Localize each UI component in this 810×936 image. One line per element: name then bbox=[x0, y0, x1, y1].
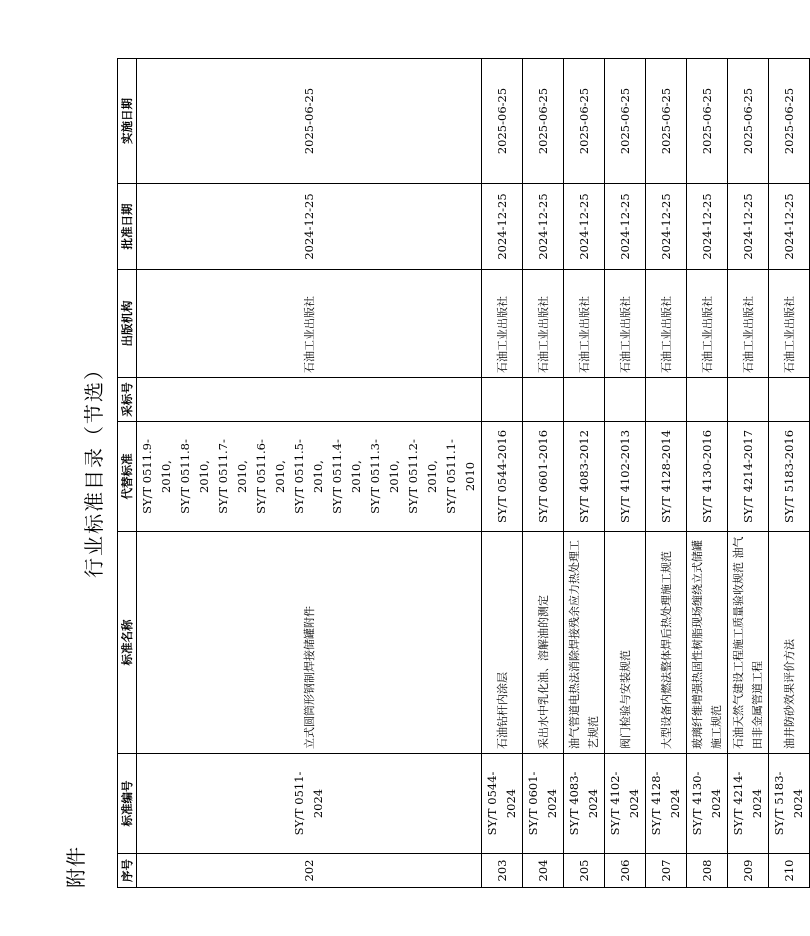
header-effective-date: 实施日期 bbox=[118, 59, 137, 184]
header-publisher: 出版机构 bbox=[118, 270, 137, 378]
header-adopted: 采标号 bbox=[118, 378, 137, 422]
cell-adopted bbox=[564, 378, 605, 422]
attachment-label: 附件 bbox=[64, 846, 88, 888]
replaced-standard: SY/T 0511.8-2010, bbox=[178, 439, 211, 514]
cell-approval-date: 2024-12-25 bbox=[137, 184, 482, 270]
cell-replaces bbox=[646, 422, 687, 532]
cell-publisher: 石油工业出版社 bbox=[728, 270, 769, 378]
replaced-standard: SY/T 4128-2014 bbox=[658, 429, 673, 524]
cell-adopted bbox=[728, 378, 769, 422]
table-row bbox=[564, 59, 605, 888]
replaced-standard: SY/T 0544-2016 bbox=[494, 429, 509, 524]
table-row bbox=[605, 59, 646, 888]
standards-table bbox=[117, 58, 810, 888]
cell-name: 阀门检验与安装规范 bbox=[605, 532, 646, 754]
cell-effective-date: 2025-06-25 bbox=[728, 59, 769, 184]
cell-approval-date: 2024-12-25 bbox=[605, 184, 646, 270]
cell-publisher: 石油工业出版社 bbox=[646, 270, 687, 378]
table-row bbox=[687, 59, 728, 888]
replaced-standard: SY/T 4102-2013 bbox=[617, 429, 632, 524]
header-name: 标准名称 bbox=[118, 532, 137, 754]
cell-approval-date: 2024-12-25 bbox=[769, 184, 810, 270]
table-row bbox=[728, 59, 769, 888]
cell-name: 石油钻杆内涂层 bbox=[482, 532, 523, 754]
cell-effective-date: 2025-06-25 bbox=[687, 59, 728, 184]
cell-code: SY/T 4130-2024 bbox=[687, 754, 728, 854]
document-title: 行业标准目录（节选） bbox=[82, 358, 106, 578]
cell-approval-date: 2024-12-25 bbox=[728, 184, 769, 270]
cell-adopted bbox=[523, 378, 564, 422]
cell-name: 油井防砂效果评价方法 bbox=[769, 532, 810, 754]
cell-effective-date: 2025-06-25 bbox=[605, 59, 646, 184]
cell-code: SY/T 5183-2024 bbox=[769, 754, 810, 854]
replaced-standard: SY/T 0511.6-2010, bbox=[254, 439, 287, 514]
cell-adopted bbox=[482, 378, 523, 422]
cell-name: 玻璃纤维增强热固性树脂现场缠绕立式储罐施工规范 bbox=[687, 532, 728, 754]
cell-replaces bbox=[137, 422, 482, 532]
replaced-standard: SY/T 4214-2017 bbox=[740, 429, 755, 524]
cell-seq: 207 bbox=[646, 854, 687, 888]
cell-code: SY/T 0511-2024 bbox=[137, 754, 482, 854]
cell-seq: 205 bbox=[564, 854, 605, 888]
cell-effective-date: 2025-06-25 bbox=[523, 59, 564, 184]
cell-publisher: 石油工业出版社 bbox=[482, 270, 523, 378]
cell-name: 大型设备内燃法整体焊后热处理施工规范 bbox=[646, 532, 687, 754]
header-replaces: 代替标准 bbox=[118, 422, 137, 532]
cell-approval-date: 2024-12-25 bbox=[564, 184, 605, 270]
cell-seq: 209 bbox=[728, 854, 769, 888]
cell-seq: 206 bbox=[605, 854, 646, 888]
cell-replaces bbox=[523, 422, 564, 532]
cell-publisher: 石油工业出版社 bbox=[687, 270, 728, 378]
cell-publisher: 石油工业出版社 bbox=[137, 270, 482, 378]
cell-code: SY/T 4214-2024 bbox=[728, 754, 769, 854]
cell-effective-date: 2025-06-25 bbox=[482, 59, 523, 184]
cell-replaces bbox=[564, 422, 605, 532]
replaced-standard: SY/T 0511.2-2010, bbox=[406, 439, 439, 514]
cell-replaces bbox=[605, 422, 646, 532]
cell-seq: 204 bbox=[523, 854, 564, 888]
cell-approval-date: 2024-12-25 bbox=[523, 184, 564, 270]
cell-effective-date: 2025-06-25 bbox=[137, 59, 482, 184]
cell-publisher: 石油工业出版社 bbox=[769, 270, 810, 378]
replaced-standard: SY/T 0511.4-2010, bbox=[330, 439, 363, 514]
table-body bbox=[137, 59, 810, 888]
cell-replaces bbox=[728, 422, 769, 532]
table-header-row bbox=[118, 59, 137, 888]
cell-publisher: 石油工业出版社 bbox=[564, 270, 605, 378]
replaced-standard: SY/T 0511.3-2010, bbox=[368, 439, 401, 514]
cell-adopted bbox=[687, 378, 728, 422]
header-code: 标准编号 bbox=[118, 754, 137, 854]
cell-adopted bbox=[646, 378, 687, 422]
replaced-standard: SY/T 0511.7-2010, bbox=[216, 439, 249, 514]
cell-adopted bbox=[137, 378, 482, 422]
header-seq: 序号 bbox=[118, 854, 137, 888]
cell-adopted bbox=[769, 378, 810, 422]
table-row bbox=[482, 59, 523, 888]
table-row bbox=[646, 59, 687, 888]
cell-code: SY/T 4128-2024 bbox=[646, 754, 687, 854]
replaced-standard: SY/T 0511.1-2010 bbox=[444, 439, 477, 514]
cell-seq: 208 bbox=[687, 854, 728, 888]
cell-replaces bbox=[769, 422, 810, 532]
replaced-standard: SY/T 0511.9-2010, bbox=[140, 439, 173, 514]
table-row bbox=[137, 59, 482, 888]
cell-seq: 210 bbox=[769, 854, 810, 888]
cell-effective-date: 2025-06-25 bbox=[646, 59, 687, 184]
header-approval-date: 批准日期 bbox=[118, 184, 137, 270]
cell-name: 油气管道电热法消除焊接残余应力热处理工艺规范 bbox=[564, 532, 605, 754]
cell-code: SY/T 0601-2024 bbox=[523, 754, 564, 854]
cell-replaces bbox=[482, 422, 523, 532]
cell-effective-date: 2025-06-25 bbox=[769, 59, 810, 184]
cell-adopted bbox=[605, 378, 646, 422]
cell-publisher: 石油工业出版社 bbox=[523, 270, 564, 378]
cell-approval-date: 2024-12-25 bbox=[482, 184, 523, 270]
replaced-standard: SY/T 5183-2016 bbox=[781, 429, 796, 524]
cell-approval-date: 2024-12-25 bbox=[687, 184, 728, 270]
cell-name: 采出水中乳化油、溶解油的测定 bbox=[523, 532, 564, 754]
cell-code: SY/T 0544-2024 bbox=[482, 754, 523, 854]
cell-code: SY/T 4083-2024 bbox=[564, 754, 605, 854]
replaced-standard: SY/T 0511.5-2010, bbox=[292, 439, 325, 514]
cell-replaces bbox=[687, 422, 728, 532]
cell-seq: 203 bbox=[482, 854, 523, 888]
cell-name: 立式圆筒形钢制焊接储罐附件 bbox=[137, 532, 482, 754]
cell-publisher: 石油工业出版社 bbox=[605, 270, 646, 378]
table-row bbox=[769, 59, 810, 888]
cell-seq: 202 bbox=[137, 854, 482, 888]
cell-effective-date: 2025-06-25 bbox=[564, 59, 605, 184]
replaced-standard: SY/T 4130-2016 bbox=[699, 429, 714, 524]
cell-code: SY/T 4102-2024 bbox=[605, 754, 646, 854]
table-row bbox=[523, 59, 564, 888]
replaced-standard: SY/T 4083-2012 bbox=[576, 429, 591, 524]
cell-approval-date: 2024-12-25 bbox=[646, 184, 687, 270]
cell-name: 石油天然气建设工程施工质量验收规范 油气田非金属管道工程 bbox=[728, 532, 769, 754]
replaced-standard: SY/T 0601-2016 bbox=[535, 429, 550, 524]
